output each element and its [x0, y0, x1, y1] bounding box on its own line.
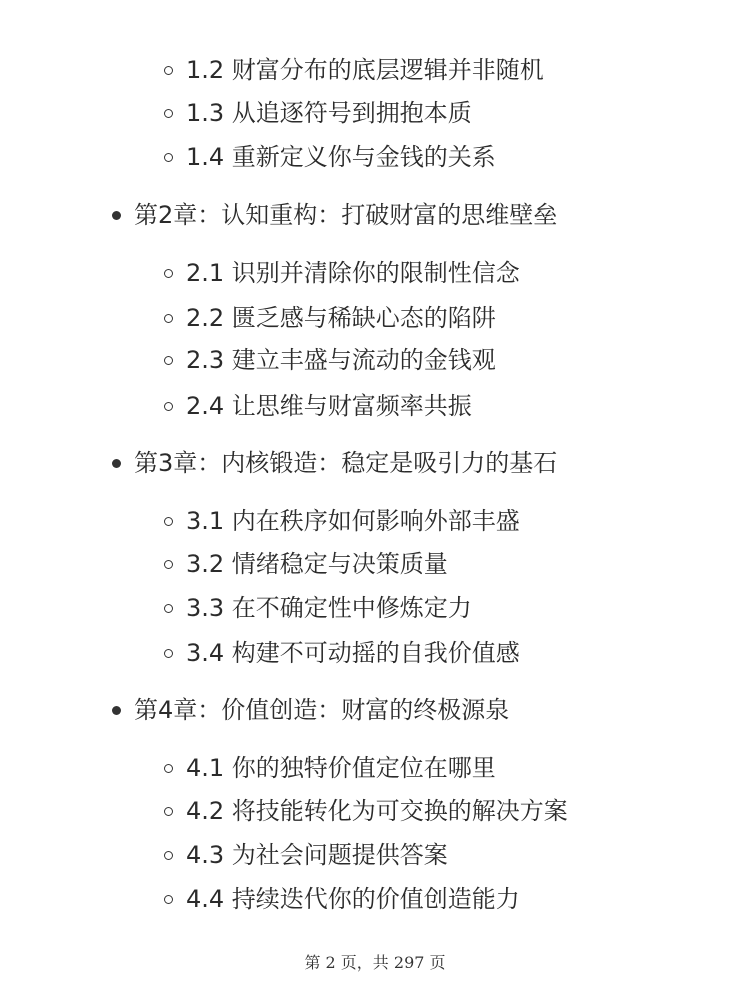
hollow-bullet-icon — [164, 895, 173, 904]
toc-item-4-1 — [164, 752, 496, 784]
toc-item-3-3 — [164, 592, 472, 624]
toc-item-1-2 — [164, 54, 544, 86]
toc-item-label: 4.2 将技能转化为可交换的解决方案 — [186, 797, 568, 825]
hollow-bullet-icon — [164, 604, 173, 613]
toc-item-2-2 — [164, 302, 496, 334]
toc-item-label: 3.1 内在秩序如何影响外部丰盛 — [186, 507, 520, 535]
toc-item-3-4 — [164, 637, 520, 669]
toc-item-label: 4.4 持续迭代你的价值创造能力 — [186, 885, 520, 913]
filled-bullet-icon — [112, 459, 121, 468]
toc-item-3-2 — [164, 548, 448, 580]
hollow-bullet-icon — [164, 807, 173, 816]
hollow-bullet-icon — [164, 356, 173, 365]
toc-item-label: 4.3 为社会问题提供答案 — [186, 841, 448, 869]
toc-item-4-3 — [164, 839, 448, 871]
hollow-bullet-icon — [164, 560, 173, 569]
hollow-bullet-icon — [164, 517, 173, 526]
filled-bullet-icon — [112, 706, 121, 715]
hollow-bullet-icon — [164, 314, 173, 323]
toc-item-2-1 — [164, 257, 520, 289]
toc-item-label: 2.1 识别并清除你的限制性信念 — [186, 259, 520, 287]
hollow-bullet-icon — [164, 402, 173, 411]
hollow-bullet-icon — [164, 764, 173, 773]
hollow-bullet-icon — [164, 153, 173, 162]
toc-item-2-4 — [164, 390, 472, 422]
toc-item-label: 1.3 从追逐符号到拥抱本质 — [186, 99, 472, 127]
toc-chapter-label: 第2章：认知重构：打破财富的思维壁垒 — [134, 201, 558, 229]
toc-item-4-2 — [164, 795, 568, 827]
hollow-bullet-icon — [164, 649, 173, 658]
toc-item-1-4 — [164, 141, 496, 173]
toc-item-3-1 — [164, 505, 520, 537]
toc-item-label: 3.4 构建不可动摇的自我价值感 — [186, 639, 520, 667]
toc-item-label: 2.2 匮乏感与稀缺心态的陷阱 — [186, 304, 496, 332]
toc-item-2-3 — [164, 344, 496, 376]
hollow-bullet-icon — [164, 109, 173, 118]
toc-item-label: 3.2 情绪稳定与决策质量 — [186, 550, 448, 578]
toc-chapter-4 — [112, 694, 509, 726]
toc-chapter-label: 第3章：内核锻造：稳定是吸引力的基石 — [134, 449, 558, 477]
hollow-bullet-icon — [164, 66, 173, 75]
toc-item-label: 1.4 重新定义你与金钱的关系 — [186, 143, 496, 171]
toc-item-1-3 — [164, 97, 472, 129]
toc-chapter-2 — [112, 199, 557, 231]
toc-chapter-3 — [112, 447, 557, 479]
toc-chapter-label: 第4章：价值创造：财富的终极源泉 — [134, 696, 510, 724]
toc-item-label: 4.1 你的独特价值定位在哪里 — [186, 754, 496, 782]
toc-item-4-4 — [164, 883, 520, 915]
toc-item-label: 1.2 财富分布的底层逻辑并非随机 — [186, 56, 544, 84]
toc-item-label: 2.3 建立丰盛与流动的金钱观 — [186, 346, 496, 374]
hollow-bullet-icon — [164, 851, 173, 860]
filled-bullet-icon — [112, 211, 121, 220]
toc-item-label: 3.3 在不确定性中修炼定力 — [186, 594, 472, 622]
hollow-bullet-icon — [164, 269, 173, 278]
toc-item-label: 2.4 让思维与财富频率共振 — [186, 392, 472, 420]
page-footer: 第 2 页，共 297 页 — [304, 953, 446, 972]
